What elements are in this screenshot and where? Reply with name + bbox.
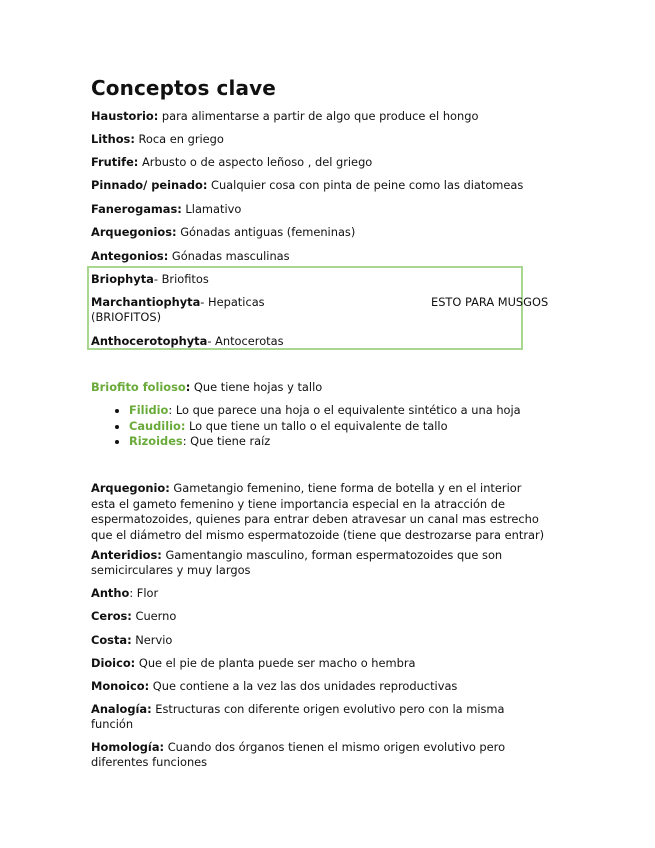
term-briofito-folioso: Briofito folioso: Que tiene hojas y tallo bbox=[91, 380, 323, 394]
term-analogia: Analogía: Estructuras con diferente origen evolutivo pero con la misma función bbox=[91, 702, 505, 731]
term-briophyta: Briophyta- Briofitos bbox=[91, 272, 209, 286]
term-homologia: Homología: Cuando dos órganos tienen el mismo origen evolutivo pero diferentes funciones bbox=[91, 740, 506, 769]
term-costa: Costa: Nervio bbox=[91, 633, 173, 647]
term-haustorio: Haustorio: para alimentarse a partir de algo que produce el hongo bbox=[91, 109, 479, 123]
term-dioico: Dioico: Que el pie de planta puede ser macho o hembra bbox=[91, 656, 416, 670]
term-anteridios: Anteridios: Gamentangio masculino, forman espermatozoides que son semicirculares y muy largos bbox=[91, 548, 503, 577]
term-arquegonios: Arquegonios: Gónadas antiguas (femeninas) bbox=[91, 225, 356, 239]
term-marchantiophyta-cont: (BRIOFITOS) bbox=[91, 310, 162, 324]
list-item-filidio: • Filidio: Lo que parece una hoja o el equivalente sintético a una hoja bbox=[129, 403, 609, 419]
list-item-rizoides: • Rizoides: Que tiene raíz bbox=[129, 434, 609, 450]
term-anthocerotophyta: Anthocerotophyta- Antocerotas bbox=[91, 334, 284, 348]
briofito-parts-list bbox=[91, 403, 609, 450]
term-ceros: Ceros: Cuerno bbox=[91, 609, 177, 623]
term-pinnado: Pinnado/ peinado: Cualquier cosa con pinta de peine como las diatomeas bbox=[91, 178, 524, 192]
term-antho: Antho: Flor bbox=[91, 586, 159, 600]
term-fanerogamas: Fanerogamas: Llamativo bbox=[91, 202, 242, 216]
term-arquegonio: Arquegonio: Gametangio femenino, tiene forma de botella y en el interior esta el gameto femenino y tiene importancia especial en la atracción de espermatozoides, quienes para entrar deben atravesar un canal mas estrecho que el diámetro del mismo espermatozoide (tiene que destrozarse para entrar) bbox=[91, 481, 545, 542]
term-frutife: Frutife: Arbusto o de aspecto leñoso , del griego bbox=[91, 155, 373, 169]
list-item-caudilio: • Caudilio: Lo que tiene un tallo o el equivalente de tallo bbox=[129, 419, 609, 435]
term-antegonios: Antegonios: Gónadas masculinas bbox=[91, 249, 290, 263]
term-monoico: Monoico: Que contiene a la vez las dos unidades reproductivas bbox=[91, 679, 458, 693]
term-marchantiophyta: Marchantiophyta- Hepaticas bbox=[91, 295, 265, 309]
page-title: Conceptos clave bbox=[91, 76, 276, 100]
musgos-note: ESTO PARA MUSGOS bbox=[431, 295, 549, 309]
term-lithos: Lithos: Roca en griego bbox=[91, 132, 224, 146]
